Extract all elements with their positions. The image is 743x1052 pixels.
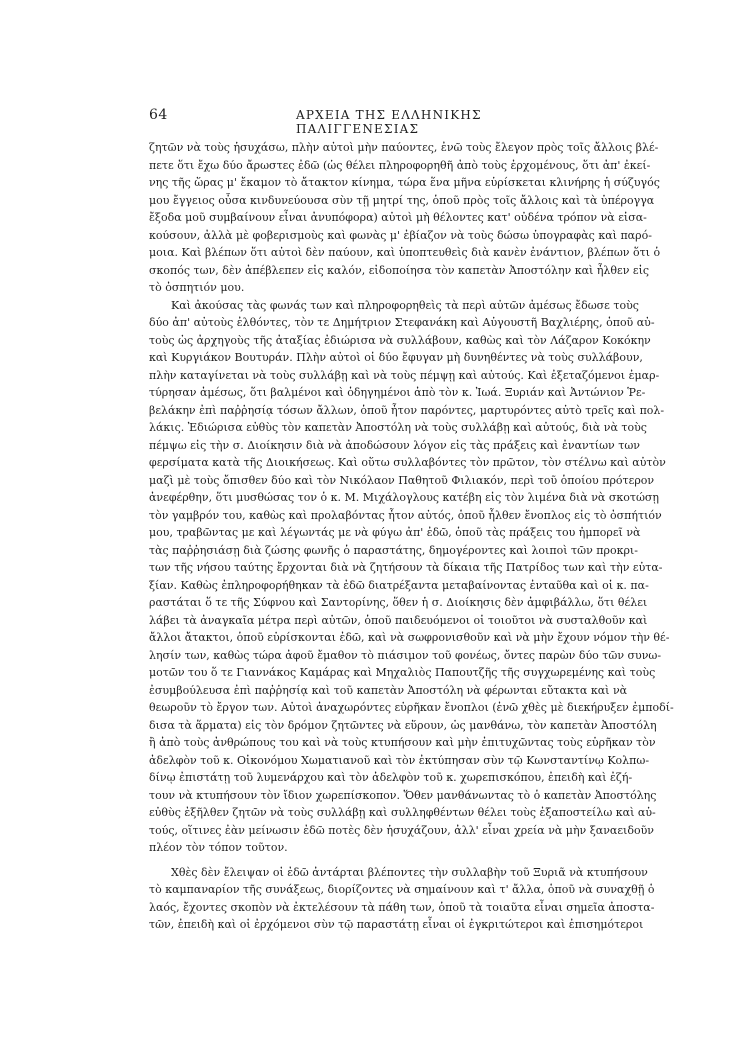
text-line: σκοπός των, δὲν ἀπέβλεπεν εἰς καλόν, εἰδοποίησα τὸν καπετὰν Ἀποστόλην καὶ ἦλθεν εἰς bbox=[149, 263, 650, 277]
text-line: τὸ ὀσπητιόν μου. bbox=[149, 281, 245, 294]
text-line: μου ἔγγειος οὖσα κινδυνεύουσα σὺν τῇ μητρί της, ὁποῦ πρὸς τοῖς ἄλλοις καὶ τὰ ὑπέρογγα bbox=[149, 193, 655, 207]
text-line: δύο ἀπ' αὐτοὺς ἐλθόντες, τὸν τε Δημήτριον Στεφανάκη καὶ Αὐγουστῆ Βαχλιέρης, ὁποῦ αὐ- bbox=[149, 316, 655, 329]
text-line: ἀδελφὸν τοῦ κ. Οἰκονόμου Χωματιανοῦ καὶ τὸν ἐκτύπησαν σὺν τῷ Κωνσταντίνῳ Κολπω- bbox=[149, 753, 650, 767]
text-line: ζητῶν νὰ τοὺς ἡσυχάσω, πλὴν αὐτοὶ μὴν παύοντες, ἐνῶ τοὺς ἔλεγον πρὸς τοῖς ἄλλοις βλέ- bbox=[149, 141, 659, 154]
page-header bbox=[149, 107, 604, 136]
text-line: μαζὶ μὲ τοὺς ὄπισθεν δύο καὶ τὸν Νικόλαον Παθητοῦ Φιλιακόν, περὶ τοῦ ὁποίου πρότερον bbox=[149, 473, 655, 487]
paragraph bbox=[149, 864, 655, 934]
page-number: 64 bbox=[149, 107, 168, 123]
text-line: τύρησαν ἀμέσως, ὅτι βαλμένοι καὶ ὁδηγημένοι ἀπὸ τὸν κ. Ἰωά. Ξυριάν καὶ Ἀντώνιον Ῥε- bbox=[149, 386, 646, 399]
text-line: φερσίματα κατὰ τῆς Διοικήσεως. Καὶ οὕτω συλλαβόντες τὸν πρῶτον, τὸν στέλνω καὶ αὐτὸν bbox=[149, 456, 666, 469]
running-title: ΑΡΧΕΙΑ ΤΗΣ ΕΛΛΗΝΙΚΗΣ ΠΑΛΙΓΓΕΝΕΣΙΑΣ bbox=[296, 108, 482, 136]
text-line: ραστάται ὅ τε τῆς Σύφνου καὶ Σαντορίνης, ὅθεν ἡ σ. Διοίκησις δὲν ἀμφιβάλλω, ὅτι θέλει bbox=[149, 596, 648, 609]
text-line: λάκις. Ἐδιώρισα εὐθὺς τὸν καπετὰν Ἀποστόλη νὰ τοὺς συλλάβῃ καὶ αὐτούς, διὰ νὰ τοὺς bbox=[149, 421, 647, 434]
text-line: ἐσυμβούλευσα ἐπὶ παῤῥησίᾳ καὶ τοῦ καπετὰν Ἀποστόλη νὰ φέρωνται εὔτακτα καὶ νὰ bbox=[149, 683, 628, 697]
text-line: δισα τὰ ἅρματα) εἰς τὸν δρόμον ζητῶντες νὰ εὕρουν, ὡς μανθάνω, τὸν καπετὰν Ἀποστόλη bbox=[149, 718, 657, 732]
text-line: λάβει τὰ ἀναγκαῖα μέτρα περὶ αὐτῶν, ὁποῦ παιδευόμενοι οἱ τοιοῦτοι νὰ συσταλθοῦν καὶ bbox=[149, 613, 648, 627]
text-line: εὐθὺς ἐξῆλθεν ζητῶν νὰ τοὺς συλλάβῃ καὶ συλληφθέντων θέλει τοὺς ἐξαποστείλω καὶ αὐ- bbox=[149, 806, 656, 819]
text-line: των τῆς νήσου ταύτης ἔρχονται διὰ νὰ ζητήσουν τὰ δίκαια τῆς Πατρίδος των καὶ τὴν εὐτα- bbox=[149, 561, 663, 574]
text-line: λησίν των, καθὼς τώρα ἀφοῦ ἔμαθον τὸ πιάσιμον τοῦ φονέως, ὄντες παρὼν δύο τῶν συνω- bbox=[149, 648, 662, 662]
text-line: μοια. Καὶ βλέπων ὅτι αὐτοὶ δὲν παύουν, καὶ ὑποπτευθεὶς διὰ κανὲν ἐνάντιον, βλέπων ὅτι ὁ bbox=[149, 246, 661, 259]
text-line: ξίαν. Καθὼς ἐπληροφορήθηκαν τὰ ἐδῶ διατρέξαντα μεταβαίνοντας ἐνταῦθα καὶ οἱ κ. πα- bbox=[149, 578, 649, 592]
text-line: λαός, ἔχοντες σκοπὸν νὰ ἐκτελέσουν τὰ πάθη των, ὁποῦ τὰ τοιαῦτα εἶναι σημεῖα ἀποστα- bbox=[149, 900, 655, 914]
text-line: ἄλλοι ἄτακτοι, ὁποῦ εὑρίσκονται ἐδῶ, καὶ νὰ σωφρονισθοῦν καὶ νὰ μὴν ἔχουν νόμον τὴν θέ- bbox=[149, 631, 670, 644]
text-line: τοὺς ὡς ἀρχηγοὺς τῆς ἀταξίας ἐδιώρισα νὰ συλλάβουν, καθὼς καὶ τὸν Λάζαρον Κοκόκην bbox=[149, 333, 651, 347]
text-line: καὶ Κυργιάκον Βουτυράν. Πλὴν αὐτοὶ οἱ δύο ἔφυγαν μὴ δυνηθέντες νὰ τοὺς συλλάβουν, bbox=[149, 351, 643, 364]
text-line: μοτῶν του ὅ τε Γιαννάκος Καμάρας καὶ Μηχαλιὸς Παπουτζῆς τῆς συγχωρεμένης καὶ τοὺς bbox=[149, 666, 656, 679]
text-line: δίνῳ ἐπιστάτῃ τοῦ λυμενάρχου καὶ τὸν ἀδελφὸν τοῦ κ. χωρεπισκόπου, ἐπειδὴ καὶ ἐζή- bbox=[149, 771, 633, 784]
body-text bbox=[149, 139, 674, 934]
text-line: ἢ ἀπὸ τοὺς ἀνθρώπους του καὶ νὰ τοὺς κτυπήσουν καὶ μὴν ἐπιτυχῶντας τοὺς εὑρῆκαν τὸν bbox=[149, 736, 656, 749]
text-line: θεωροῦν τὸ ἔργον των. Αὐτοὶ ἀναχωρόντες εὑρῆκαν ἔνοπλοι (ἐνῶ χθὲς μὲ διεκήρυξεν ἐμποδί- bbox=[149, 701, 674, 714]
text-line: τούς, οἵτινες ἐὰν μείνωσιν ἐδῶ ποτὲς δὲν ἡσυχάζουν, ἀλλ' εἶναι χρεία νὰ μὴν ξαναειδοῦν bbox=[149, 823, 654, 837]
text-line: πλέον τὸν τόπον τοῦτον. bbox=[149, 841, 288, 854]
text-line: τὸν γαμβρόν του, καθὼς καὶ προλαβόντας ἦτον αὐτός, ὁποῦ ἦλθεν ἔνοπλος εἰς τὸ ὀσπήτιόν bbox=[149, 508, 662, 522]
text-line: Χθὲς δὲν ἔλειψαν οἱ ἐδῶ ἀντάρται βλέποντες τὴν συλλαβὴν τοῦ Ξυριᾶ νὰ κτυπήσουν bbox=[171, 865, 648, 879]
text-line: μου, τραβῶντας με καὶ λέγωντάς με νὰ φύγω ἀπ' ἐδῶ, ὁποῦ τὰς πράξεις του ἠμπορεῖ νὰ bbox=[149, 526, 641, 539]
text-line: ἀνεφέρθην, ὅτι μυσθώσας τον ὁ κ. Μ. Μιχάλογλους κατέβη εἰς τὸν λιμένα διὰ νὰ σκοτώσῃ bbox=[149, 491, 660, 504]
text-line: κούσουν, ἀλλὰ μὲ φοβερισμοὺς καὶ φωνὰς μ' ἐβίαζον νὰ τοὺς δώσω ὑπογραφὰς καὶ παρό- bbox=[149, 228, 652, 242]
text-line: βελάκην ἐπὶ παῤῥησίᾳ τόσων ἄλλων, ὁποῦ ἦτον παρόντες, μαρτυρόντες αὐτὸ τρεῖς καὶ πολ- bbox=[149, 403, 665, 417]
text-line: πλὴν καταγίνεται νὰ τοὺς συλλάβῃ καὶ νὰ τοὺς πέμψῃ καὶ αὐτούς. Καὶ ἐξεταζόμενοι ἐμαρ- bbox=[149, 368, 660, 382]
text-line: τὰς παῤῥησιάσῃ διὰ ζώσης φωνῆς ὁ παραστάτης, δημογέροντες καὶ λοιποὶ τῶν προκρι- bbox=[149, 543, 638, 557]
paragraph bbox=[149, 297, 674, 857]
text-line: τῶν, ἐπειδὴ καὶ οἱ ἐρχόμενοι σὺν τῷ παραστάτῃ εἶναι οἱ ἐγκριτώτεροι καὶ ἐπισημότεροι bbox=[149, 918, 644, 931]
text-line: τὸ καμπαναρίον τῆς συνάξεως, διορίζοντες νὰ σημαίνουν καὶ τ' ἄλλα, ὁποῦ νὰ συναχθῇ ὁ bbox=[149, 883, 655, 896]
paragraph bbox=[149, 139, 661, 297]
text-line: τουν νὰ κτυπήσουν τὸν ἴδιον χωρεπίσκοπον. Ὅθεν μανθάνωντας τὸ ὁ καπετὰν Ἀποστόλης bbox=[149, 788, 657, 802]
text-line: πετε ὅτι ἔχω δύο ἄρωστες ἐδῶ (ὡς θέλει πληροφορηθῆ ἀπὸ τοὺς ἐρχομένους, ὅτι ἀπ' ἐκεί- bbox=[149, 158, 651, 172]
text-line: νης τῆς ὥρας μ' ἔκαμον τὸ ἄτακτον κίνημα, τώρα ἕνα μῆνα εὑρίσκεται κλινήρης ἡ σύζυγός bbox=[149, 176, 660, 189]
text-line: Καὶ ἀκούσας τὰς φωνάς των καὶ πληροφορηθεὶς τὰ περὶ αὐτῶν ἀμέσως ἔδωσε τοὺς bbox=[171, 298, 639, 312]
text-line: ἔξοδα μοῦ συμβαίνουν εἶναι ἀνυπόφορα) αὐτοὶ μὴ θέλοντες κατ' οὐδένα τρόπον νὰ εἰσα- bbox=[149, 211, 647, 224]
text-line: πέμψω εἰς τὴν σ. Διοίκησιν διὰ νὰ ἀποδώσουν λόγον εἰς τὰς πράξεις καὶ ἐναντίων των bbox=[149, 438, 640, 452]
